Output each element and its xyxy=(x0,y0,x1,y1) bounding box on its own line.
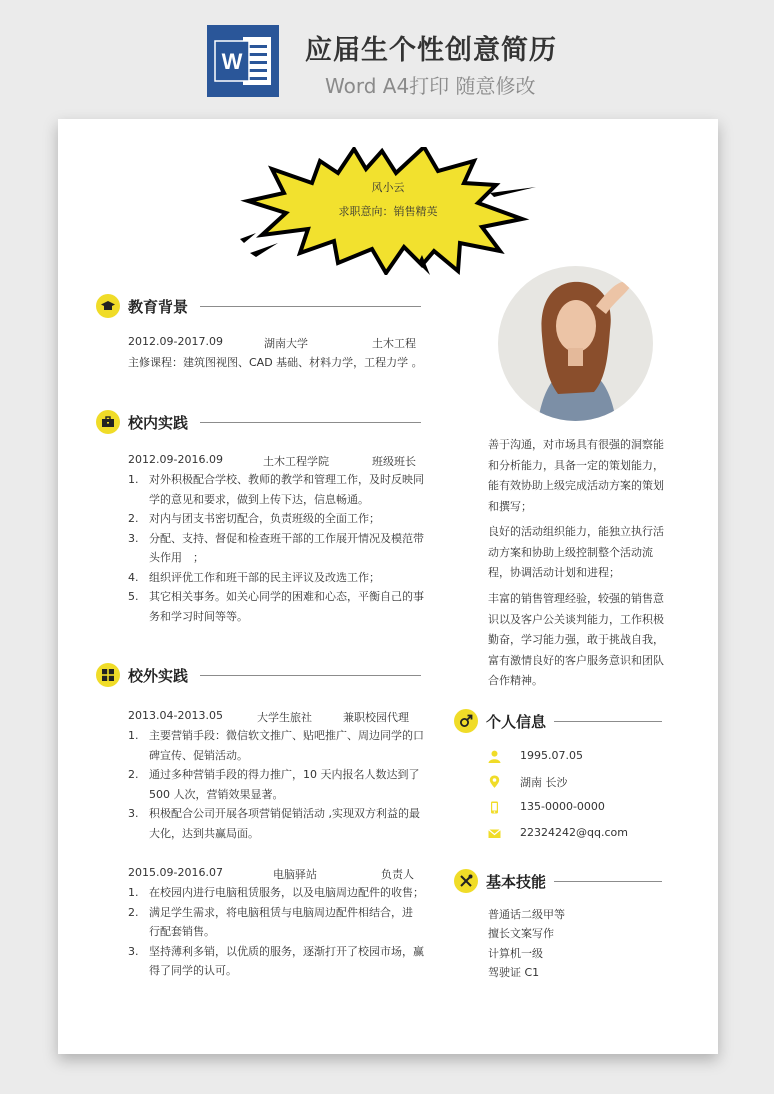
campus-role: 班级班长 xyxy=(372,455,416,468)
section-badge xyxy=(454,869,478,893)
exp2-period: 2015.09-2016.07 xyxy=(128,866,223,879)
list-item: 4. 组织评优工作和班干部的民主评议及改选工作； xyxy=(128,568,428,588)
education-school: 湖南大学 xyxy=(264,337,308,350)
section-title: 校内实践 xyxy=(128,414,189,432)
section-badge xyxy=(96,663,120,687)
section-title: 基本技能 xyxy=(486,873,547,891)
exp2-org: 电脑驿站 xyxy=(273,868,317,881)
section-rule xyxy=(554,881,662,882)
resume-page xyxy=(58,119,718,1054)
outside-exp2-row xyxy=(128,866,418,882)
banner-title: 应届生个性创意简历 xyxy=(305,35,557,66)
skill-item: 驾驶证 C1 xyxy=(488,966,540,979)
list-item: 5. 其它相关事务。如关心同学的困难和心态，平衡自己的事 务和学习时间等等。 xyxy=(128,587,428,626)
list-number: 1. xyxy=(128,729,139,742)
campus-org: 土木工程学院 xyxy=(263,455,329,468)
list-number: 3. xyxy=(128,944,139,958)
word-app-icon xyxy=(207,25,279,97)
section-title: 教育背景 xyxy=(128,298,189,316)
list-item: 3. 分配、支持、督促和检查班干部的工作展开情况及模范带 头作用 ； xyxy=(128,529,428,568)
email-value: 22324242@qq.com xyxy=(520,826,628,839)
list-number: 1. xyxy=(128,886,139,899)
list-item: 2. 通过多种营销手段的得力推广，10 天内报名人数达到了 500 人次，营销效果显著。 xyxy=(128,765,428,804)
location-value: 湖南 长沙 xyxy=(520,776,568,789)
list-number: 2. xyxy=(128,768,139,781)
section-badge xyxy=(96,294,120,318)
exp2-duties-list xyxy=(128,883,428,981)
job-objective: 求职意向：销售精英 xyxy=(338,205,438,218)
section-title: 校外实践 xyxy=(128,667,189,685)
candidate-name: 风小云 xyxy=(371,181,405,194)
list-number: 4. xyxy=(128,570,139,584)
section-badge xyxy=(454,709,478,733)
education-major: 土木工程 xyxy=(372,337,416,350)
section-skills xyxy=(454,869,664,895)
graduation-cap-icon xyxy=(101,299,115,313)
profile-photo xyxy=(498,266,653,421)
list-item: 2. 满足学生需求，将电脑租赁与电脑周边配件相结合，进 行配套销售。 xyxy=(128,903,428,942)
list-item: 3. 坚持薄利多销，以优质的服务，逐渐打开了校园市场，赢 得了同学的认可。 xyxy=(128,942,428,981)
male-symbol-icon xyxy=(459,714,473,728)
section-rule xyxy=(200,306,421,307)
exp1-role: 兼职校园代理 xyxy=(343,711,409,724)
list-item: 2. 对内与团支书密切配合，负责班级的全面工作； xyxy=(128,509,428,529)
section-rule xyxy=(200,422,421,423)
briefcase-icon xyxy=(101,415,115,429)
exp1-org: 大学生旅社 xyxy=(257,711,312,724)
phone-value: 135-0000-0000 xyxy=(520,800,605,813)
education-row xyxy=(128,335,418,351)
phone-icon xyxy=(488,801,501,814)
word-icon-letter: W xyxy=(221,49,243,74)
exp1-duties-list xyxy=(128,726,428,843)
section-rule xyxy=(554,721,662,722)
section-education xyxy=(96,294,421,320)
summary-paragraph-2: 良好的活动组织能力，能独立执行活 动方案和协助上级控制整个活动流 程，协调活动计划和进程； xyxy=(488,525,664,579)
skill-item: 普通话二级甲等 xyxy=(488,908,565,921)
skill-item: 计算机一级 xyxy=(488,947,543,960)
campus-duties-list xyxy=(128,470,428,626)
outside-exp1-row xyxy=(128,709,418,725)
list-number: 2. xyxy=(128,512,139,525)
exp2-role: 负责人 xyxy=(381,868,414,881)
banner-subtitle: Word A4打印 随意修改 xyxy=(325,74,536,98)
section-personal-info xyxy=(454,709,664,735)
list-number: 3. xyxy=(128,807,139,820)
summary-paragraph-1: 善于沟通，对市场具有很强的洞察能 和分析能力，具备一定的策划能力， 能有效协助上级完成活动方案的策划 和撰写； xyxy=(488,438,664,513)
summary-paragraph-3: 丰富的销售管理经验，较强的销售意 识以及客户公关谈判能力，工作积极 勤奋，学习能力强，敢于挑战自我， 富有激情良好的客户服务意识和团队 合作精神。 xyxy=(488,592,664,687)
grid-icon xyxy=(101,668,115,682)
section-title: 个人信息 xyxy=(486,713,547,731)
birthdate-value: 1995.07.05 xyxy=(520,749,583,762)
person-icon xyxy=(488,750,501,763)
envelope-icon xyxy=(488,827,501,840)
list-item: 1. 对外积极配合学校、教师的教学和管理工作，及时反映同 学的意见和要求，做到上传下达，信息畅通。 xyxy=(128,470,428,509)
list-item: 1. 主要营销手段：微信软文推广、贴吧推广、周边同学的口 碑宣传、促销活动。 xyxy=(128,726,428,765)
list-item: 1. 在校园内进行电脑租赁服务，以及电脑周边配件的收售； xyxy=(128,883,428,903)
list-number: 2. xyxy=(128,905,139,919)
section-badge xyxy=(96,410,120,434)
skill-item: 擅长文案写作 xyxy=(488,927,554,940)
exp1-period: 2013.04-2013.05 xyxy=(128,709,223,722)
section-outside-practice xyxy=(96,663,421,689)
tools-icon xyxy=(459,874,473,888)
location-pin-icon xyxy=(488,775,501,788)
campus-row xyxy=(128,453,418,469)
list-item: 3. 积极配合公司开展各项营销促销活动 ,实现双方利益的最 大化，达到共赢局面。 xyxy=(128,804,428,843)
section-rule xyxy=(200,675,421,676)
list-number: 3. xyxy=(128,531,139,545)
section-campus-practice xyxy=(96,410,421,436)
education-courses: 主修课程：建筑图视图、CAD 基础、材料力学，工程力学 。 xyxy=(128,356,423,369)
list-number: 5. xyxy=(128,590,139,603)
list-number: 1. xyxy=(128,473,139,486)
education-period: 2012.09-2017.09 xyxy=(128,335,223,348)
campus-period: 2012.09-2016.09 xyxy=(128,453,223,466)
